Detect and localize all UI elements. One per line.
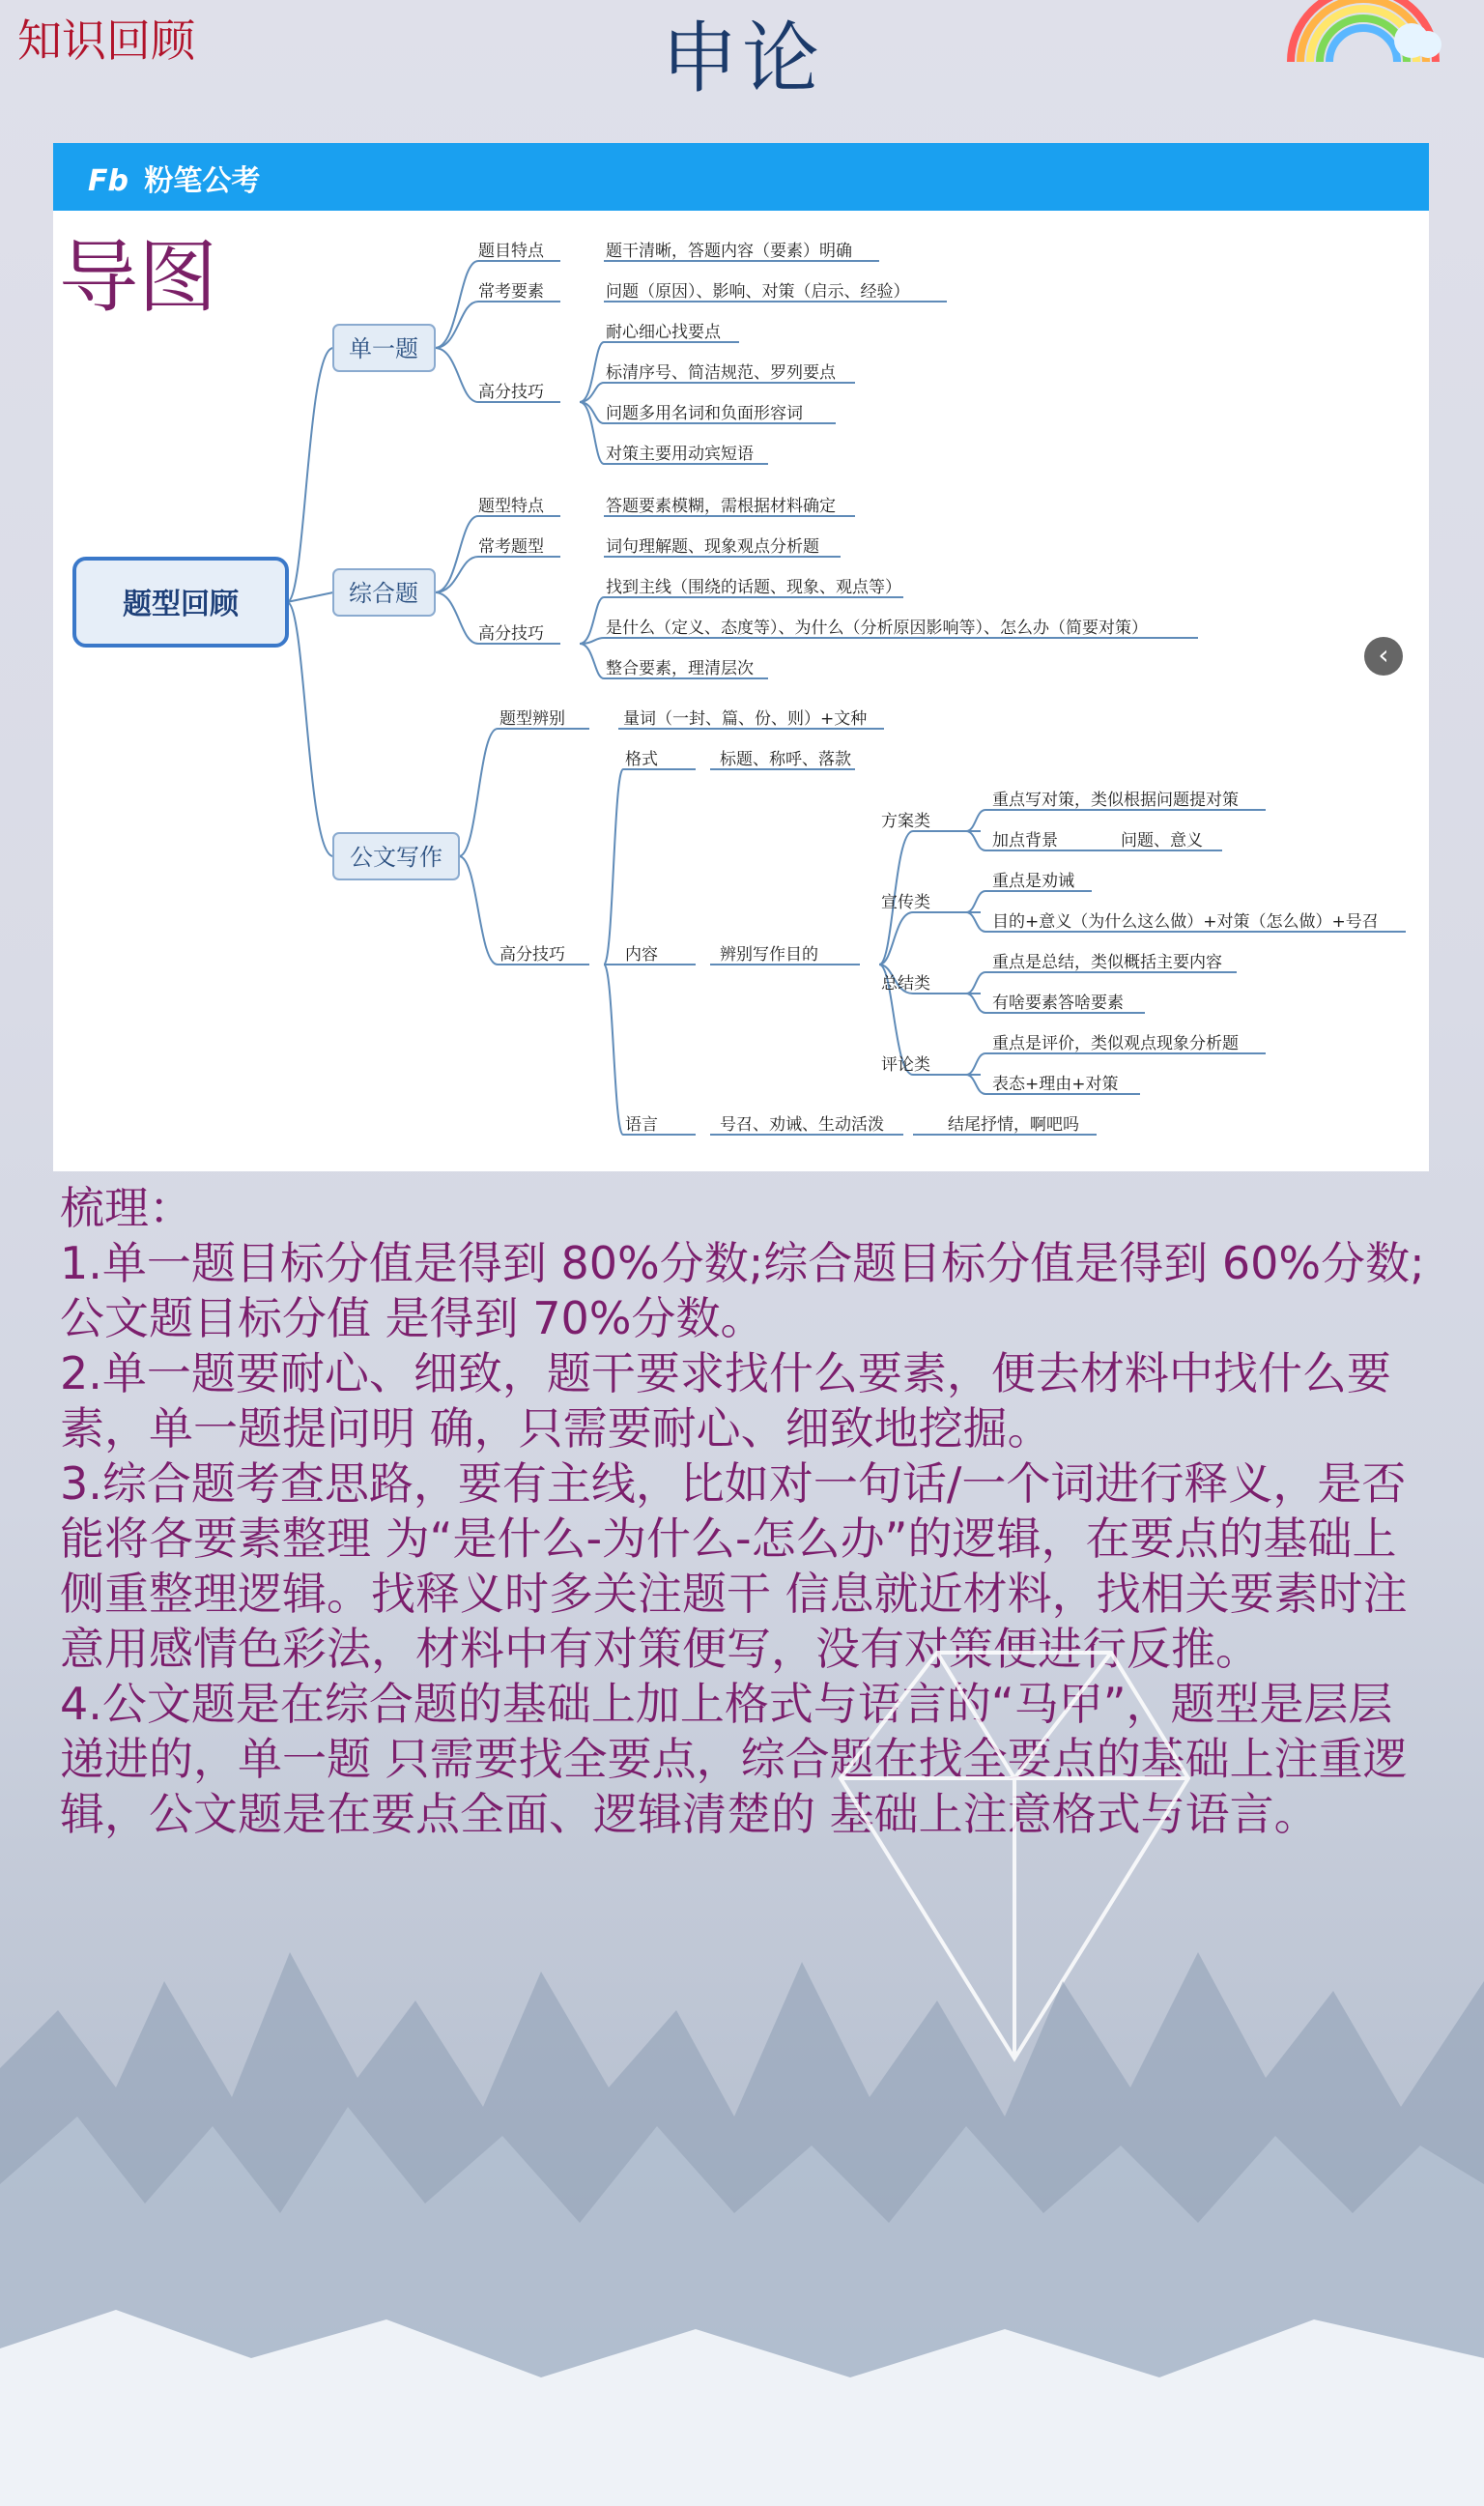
summary-point: 4.公文题是在综合题的基础上加上格式与语言的“马甲”，题型是层层递进的，单一题 只需要找全要点，综合题在找全要点的基础上注重逻辑，公文题是在要点全面、逻辑清楚的 基础上注意格式与语言。 [60,1678,1408,1840]
mm-leaf: 号召、劝诫、生动活泼 [720,1115,884,1135]
mm-label: 常考题型 [478,537,544,557]
mm-label: 常考要素 [478,282,544,302]
branch-label-official: 公文写作 [350,844,442,871]
mindmap-diagram [53,143,1429,1171]
knowledge-review-tag: 知识回顾 [17,14,195,67]
branch-label-single: 单一题 [349,335,418,362]
mm-type: 评论类 [881,1055,930,1075]
mm-leaf: 重点是劝诫 [992,872,1074,891]
mm-leaf: 是什么（定义、态度等）、为什么（分析原因影响等）、怎么办（简要对策） [606,619,1148,638]
mm-label: 高分技巧 [499,945,565,965]
mm-leaf: 有啥要素答啥要素 [992,994,1124,1013]
mm-leaf: 重点写对策，类似根据问题提对策 [992,791,1239,810]
mm-leaf: 标题、称呼、落款 [720,750,851,769]
mm-label: 高分技巧 [478,624,544,644]
mm-leaf: 辨别写作目的 [720,945,818,965]
summary-point: 1.单一题目标分值是得到 80%分数;综合题目标分值是得到 60%分数;公文题目标分值 是得到 70%分数。 [60,1237,1425,1344]
mm-leaf: 量词（一封、篇、份、则）+文种 [623,709,868,729]
mm-leaf: 重点是评价，类似观点现象分析题 [992,1034,1239,1053]
mm-leaf: 标清序号、简洁规范、罗列要点 [606,363,836,383]
chevron-left-icon[interactable]: ‹ [1364,637,1403,676]
summary-heading: 梳理： [60,1182,193,1234]
mm-leaf: 问题（原因）、影响、对策（启示、经验） [606,282,910,302]
mm-leaf: 耐心细心找要点 [606,323,721,342]
mm-leaf: 问题多用名词和负面形容词 [606,404,803,423]
page-title: 申论 [661,14,823,103]
summary-point: 3.综合题考查思路，要有主线，比如对一句话/一个词进行释义，是否能将各要素整理 为“是什么-为什么-怎么办”的逻辑，在要点的基础上侧重整理逻辑。找释义时多关注题干 信息就近材料，找相关要素时注意用感情色彩法，材料中有对策便写，没有对策便进行反推。 [60,1457,1408,1675]
summary-point: 2.单一题要耐心、细致，题干要求找什么要素，便去材料中找什么要素，单一题提问明 确，只需要耐心、细致地挖掘。 [60,1347,1391,1455]
mm-leaf: 重点是总结，类似概括主要内容 [992,953,1222,972]
mm-label: 题目特点 [478,242,544,261]
mm-type: 方案类 [881,812,930,831]
mm-leaf: 表态+理由+对策 [992,1075,1119,1094]
brand-mark: Fb [88,164,128,198]
mm-leaf: 问题、意义 [1121,831,1203,850]
branch-label-comprehensive: 综合题 [349,580,418,607]
snowy-forest-background [0,1894,1484,2506]
summary-section [60,1181,1432,1842]
mindmap-heading: 导图 [59,232,218,324]
mm-leaf: 结尾抒情，啊吧吗 [948,1115,1079,1135]
mm-label: 题型特点 [478,497,544,516]
mm-leaf: 题干清晰，答题内容（要素）明确 [606,242,852,261]
mm-leaf: 答题要素模糊，需根据材料确定 [606,497,836,516]
mm-label: 题型辨别 [499,709,565,729]
mm-leaf: 对策主要用动宾短语 [606,445,754,464]
mm-label: 内容 [625,945,658,965]
mm-label: 语言 [625,1115,658,1135]
mm-leaf: 找到主线（围绕的话题、现象、观点等） [606,578,901,597]
mindmap-card [53,143,1429,1171]
mm-leaf: 整合要素，理清层次 [606,659,754,678]
mm-type: 总结类 [881,974,930,994]
mm-leaf: 加点背景 [992,831,1058,850]
mm-leaf: 目的+意义（为什么这么做）+对策（怎么做）+号召 [992,912,1379,932]
mm-leaf: 词句理解题、现象观点分析题 [606,537,819,557]
mindmap-root-label: 题型回顾 [123,588,239,621]
brand-name: 粉笔公考 [144,164,261,198]
mm-type: 宣传类 [881,893,930,912]
rainbow-icon [1281,0,1445,62]
mm-label: 格式 [625,750,658,769]
mm-label: 高分技巧 [478,383,544,402]
